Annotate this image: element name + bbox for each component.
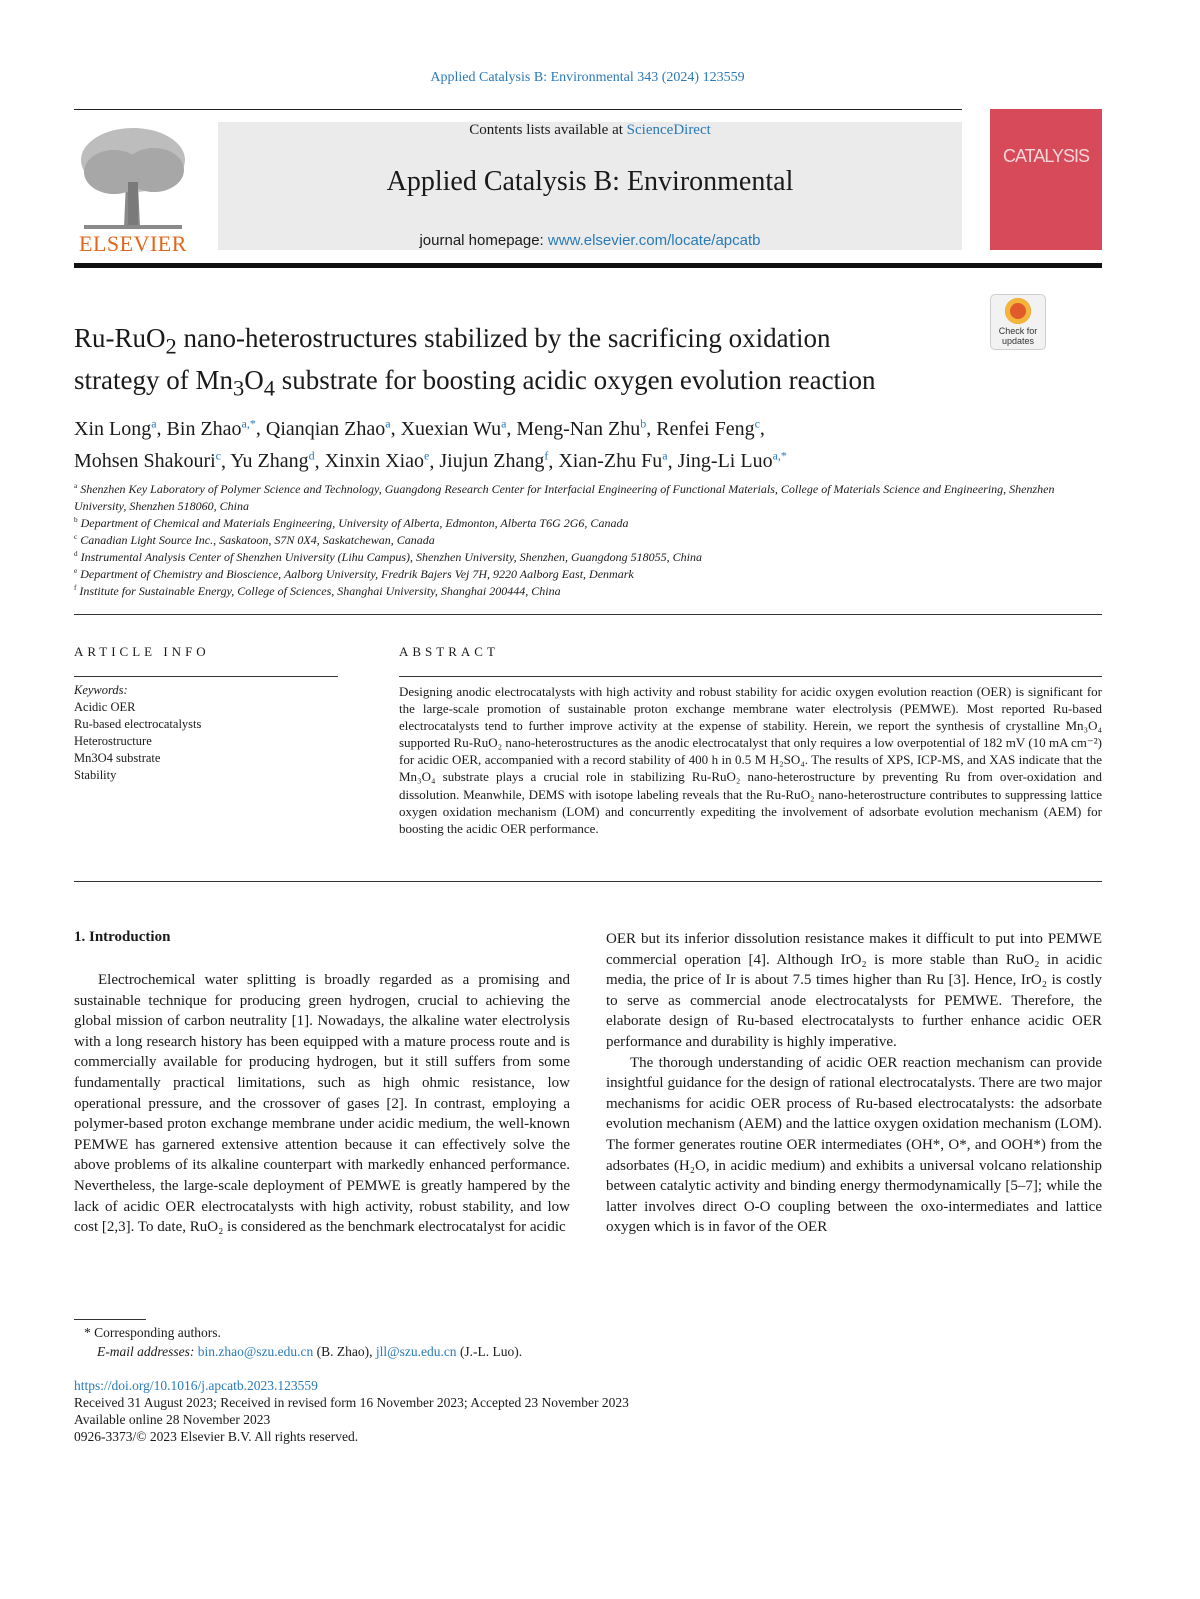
email-link[interactable]: bin.zhao@szu.edu.cn	[197, 1344, 314, 1359]
doi-link[interactable]: https://doi.org/10.1016/j.apcatb.2023.123559	[74, 1378, 318, 1393]
email-link[interactable]: jll@szu.edu.cn	[375, 1344, 457, 1359]
keyword: Heterostructure	[74, 734, 152, 748]
footnote-rule	[74, 1319, 146, 1320]
author[interactable]: Jing-Li Luo$^{a,*}$	[677, 448, 787, 473]
author[interactable]: Xin Long$^a$	[74, 416, 157, 440]
article-info-heading: ARTICLE INFO	[74, 644, 210, 659]
copyright: 0926-3373/© 2023 Elsevier B.V. All rights reserved.	[74, 1429, 359, 1444]
homepage-line: journal homepage: www.elsevier.com/locate/apcatb	[419, 232, 761, 249]
author[interactable]: Renfei Feng$^c$	[656, 416, 760, 440]
online-date: Available online 28 November 2023	[74, 1412, 271, 1427]
author-list: Xin Long$^a$, Bin Zhao$^{a,*}$, Qianqian Zhao$^a$, Xuexian Wu$^a$, Meng-Nan Zhu$^b$, Renfei Feng$^c$, Mohsen Shakouri$^c$, Yu Zhang$^d$, Xinxin Xiao$^e$, Jiujun Zhang$^f$, Xian-Zhu Fu$^a$, Jing-Li Luo$^{a,*}$	[74, 416, 787, 473]
section-divider	[74, 881, 1102, 882]
author[interactable]: Xinxin Xiao$^e$	[324, 448, 430, 473]
body-column-right	[606, 929, 1102, 1238]
author[interactable]: Xuexian Wu$^a$	[400, 416, 507, 440]
abstract-text: Designing anodic electrocatalysts with high activity and robust stability for acidic oxygen evolution reaction (OER) is significant for the large-scale promotion of sustainable proton exchange membrane water electrolysis (PEMWE). Most reported Ru-based electrocatalysts tend to further improve activity at the expense of stability. Herein, we report the synthesis of crystalline Mn₃O₄ supported Ru-RuO₂ nano-heterostructures as the anodic electrocatalyst that only requires a low overpotential of 182 mV (10 mA cm⁻²) for acidic OER, accompanied with a record stability of 400 h in 0.5 M H₂SO₄. The results of XPS, ICP-MS, and XAS indicate that the Mn₃O₄ substrate plays a crucial role in stabilizing Ru-RuO₂ nano-heterostructure by preventing Ru from over-oxidation and dissolution. Meanwhile, DEMS with isotope labeling reveals that the Ru-RuO₂ nano-heterostructure contributes to suppressing lattice oxygen oxidation mechanism (LOM) and concurrently expediting the involvement of adsorbate evolution mechanism (AEM) for boosting the acidic OER performance.	[399, 684, 1102, 836]
paragraph: The thorough understanding of acidic OER reaction mechanism can provide insightful guidance for the design of rational electrocatalysts. There are two major mechanisms for acidic OER process of Ru-based electrocatalysts: the adsorbate evolution mechanism (AEM) and the lattice oxygen oxidation mechanism (LOM). The former generates routine OER intermediates (OH*, O*, and OOH*) from the adsorbates (H₂O, in acidic medium) and exhibits a universal volcano relationship between catalytic activity and binding energy thermodynamically [5–7]; while the latter involves direct O-O coupling between the oxo-intermediates and lattice oxygen which is in favor of the OER	[606, 1054, 1102, 1236]
article-info-rule	[74, 676, 338, 677]
author[interactable]: Qianqian Zhao$^a$	[265, 416, 391, 440]
author[interactable]: Xian-Zhu Fu$^a$	[558, 448, 668, 473]
affiliation: $^a$ Shenzhen Key Laboratory of Polymer Science and Technology, Guangdong Research Center for Interfacial Engineering of Functional Materials, College of Materials Science and Engineering, Shenzhen University, Shenzhen 518060, China	[74, 482, 1055, 513]
keyword: Mn3O4 substrate	[74, 751, 161, 765]
cover-title: CATALYSIS	[1002, 146, 1090, 166]
elsevier-wordmark: ELSEVIER	[79, 231, 187, 256]
header-rule	[74, 109, 962, 110]
affiliation: $^d$ Instrumental Analysis Center of Shenzhen University (Lihu Campus), Shenzhen University, Shenzhen, Guangdong 518055, China	[74, 550, 702, 564]
author[interactable]: Bin Zhao$^{a,*}$	[166, 416, 256, 440]
abstract-rule	[399, 676, 1102, 677]
header-thick-rule	[74, 263, 1102, 268]
keyword: Stability	[74, 768, 117, 782]
publication-info	[74, 1377, 874, 1445]
affiliation: $^b$ Department of Chemical and Materials Engineering, University of Alberta, Edmonton, Alberta T6G 2G6, Canada	[74, 516, 629, 530]
keyword: Acidic OER	[74, 700, 136, 714]
affiliation: $^f$ Institute for Sustainable Energy, College of Sciences, Shanghai University, Shanghai 200444, China	[74, 584, 561, 598]
article-title	[74, 321, 974, 406]
keywords-list	[74, 682, 344, 784]
author[interactable]: Meng-Nan Zhu$^b$	[516, 416, 647, 440]
corresponding-note: * Corresponding authors.	[84, 1325, 221, 1340]
author[interactable]: Jiujun Zhang$^f$	[439, 448, 549, 473]
journal-reference[interactable]: Applied Catalysis B: Environmental 343 (2024) 123559	[430, 70, 745, 85]
body-column-left	[74, 970, 570, 1238]
journal-title: Applied Catalysis B: Environmental	[386, 166, 794, 197]
check-updates-label: Check for updates	[998, 326, 1038, 346]
author[interactable]: Mohsen Shakouri$^c$	[74, 448, 221, 473]
email-line: E-mail addresses: bin.zhao@szu.edu.cn (B. Zhao), jll@szu.edu.cn (J.-L. Luo).	[97, 1344, 523, 1359]
keyword: Ru-based electrocatalysts	[74, 717, 202, 731]
title-line-1: Ru-RuO$_2$ nano-heterostructures stabilized by the sacrificing oxidation	[74, 323, 831, 359]
received-dates: Received 31 August 2023; Received in revised form 16 November 2023; Accepted 23 November 2023	[74, 1395, 629, 1410]
contents-line: Contents lists available at ScienceDirect	[469, 122, 711, 138]
section-heading: 1. Introduction	[74, 929, 171, 945]
paragraph: Electrochemical water splitting is broadly regarded as a promising and sustainable technique for producing green hydrogen, crucial to achieving the global mission of carbon neutrality [1]. Nowadays, the alkaline water electrolysis with a long research history has been equipped with a mature process route and is commercially available for producing hydrogen, but it still suffers from some fundamentally practical limitations, such as high ohmic resistance, low operational pressure, and the crossover of gases [2]. In contrast, employing a polymer-based proton exchange membrane under acidic medium, the well-known PEMWE has garnered extensive attention because it can effectively solve the above problems of its alkaline counterpart with markedly enhanced performance. Nevertheless, the large-scale deployment of PEMWE is greatly hampered by the lack of acidic OER electrocatalysts with high activity, robust stability, and low cost [2,3]. To date, RuO₂ is considered as the benchmark electrocatalyst for acidic	[74, 972, 570, 1236]
keywords-label: Keywords:	[74, 683, 128, 697]
author[interactable]: Yu Zhang$^d$	[230, 448, 315, 473]
section-divider	[74, 614, 1102, 615]
abstract-heading: ABSTRACT	[399, 644, 499, 659]
sciencedirect-link[interactable]: ScienceDirect	[626, 122, 711, 138]
check-updates-icon	[1005, 298, 1031, 324]
affiliation: $^e$ Department of Chemistry and Bioscience, Aalborg University, Fredrik Bajers Vej 7H, 9220 Aalborg East, Denmark	[74, 567, 634, 581]
title-line-2: strategy of $Mn_3O_4$ substrate for boosting acidic oxygen evolution reaction	[74, 365, 876, 401]
affiliation: $^c$ Canadian Light Source Inc., Saskatoon, S7N 0X4, Saskatchewan, Canada	[74, 533, 435, 547]
journal-cover[interactable]	[990, 109, 1102, 250]
homepage-link[interactable]: www.elsevier.com/locate/apcatb	[547, 232, 761, 249]
footnotes	[74, 1323, 774, 1361]
paragraph: OER but its inferior dissolution resistance makes it difficult to put into PEMWE commercial operation [4]. Although IrO₂ is more stable than RuO₂ in acidic media, the price of Ir is about 7.5 times higher than Ru [3]. Hence, IrO₂ is costly to serve as commercial anode electrocatalysts for PEMWE. Therefore, the elaborate design of Ru-based electrocatalysts to further enhance acidic OER performance and durability is highly imperative.	[606, 931, 1102, 1050]
